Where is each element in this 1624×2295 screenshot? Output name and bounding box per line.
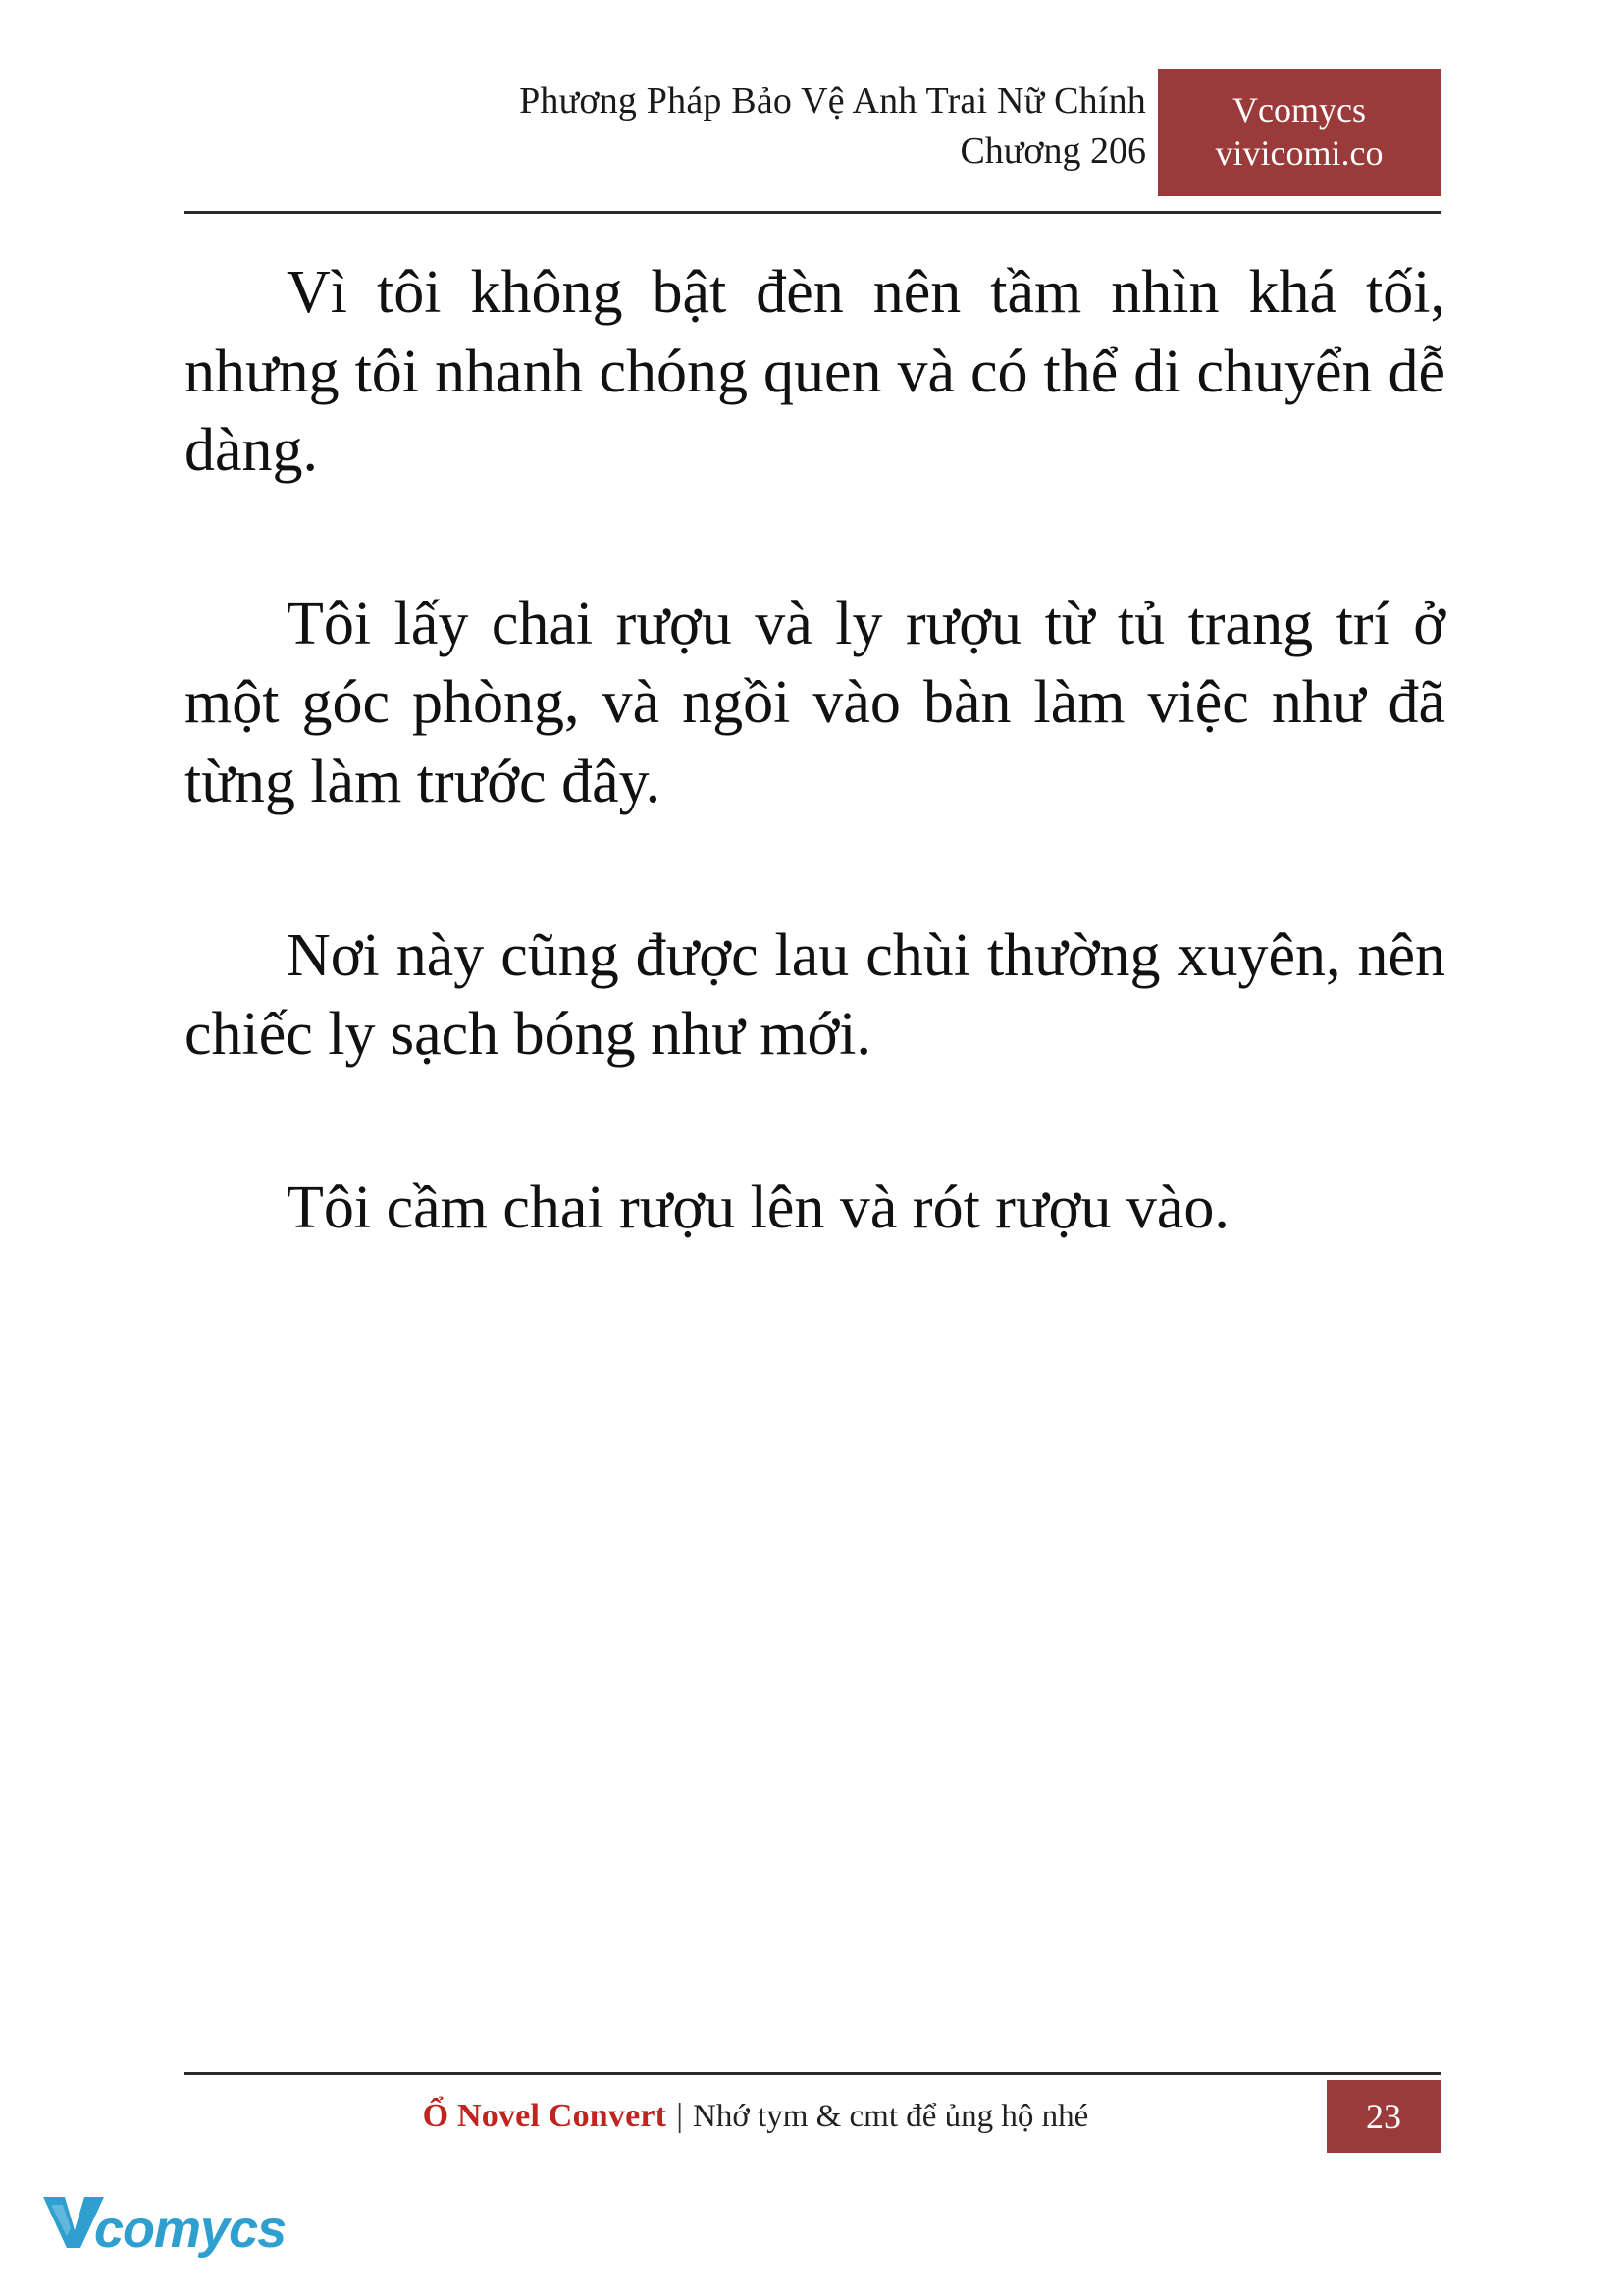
chapter-label: Chương 206 (960, 130, 1146, 172)
book-title: Phương Pháp Bảo Vệ Anh Trai Nữ Chính (519, 80, 1146, 122)
footer-separator: | (676, 2098, 683, 2134)
paragraph: Nơi này cũng được lau chùi thường xuyên, nên chiếc ly sạch bóng như mới. (184, 921, 1445, 1069)
page-content (184, 253, 1445, 1247)
brand-site: vivicomi.co (1215, 133, 1384, 173)
paragraph: Tôi lấy chai rượu và ly rượu từ tủ trang trí ở một góc phòng, và ngồi vào bàn làm việc như đã từng làm trước đây. (184, 590, 1445, 815)
header-text-block (263, 77, 1146, 177)
footer-credit (184, 2080, 1327, 2153)
footer-note: Nhớ tym & cmt để ủng hộ nhé (693, 2098, 1089, 2134)
paragraph: Tôi cầm chai rượu lên và rót rượu vào. (287, 1174, 1230, 1241)
page-number: 23 (1327, 2080, 1441, 2153)
header-divider (184, 211, 1441, 214)
watermark-text: comycs (94, 2200, 287, 2259)
footer-brand: Ổ Novel Convert (422, 2098, 667, 2134)
brand-name: Vcomycs (1232, 90, 1366, 130)
page-header (184, 77, 1441, 204)
watermark-logo (39, 2183, 294, 2271)
footer-divider (184, 2072, 1441, 2075)
page-footer (184, 2080, 1441, 2153)
paragraph: Vì tôi không bật đèn nên tầm nhìn khá tối, nhưng tôi nhanh chóng quen và có thể di chuyển dễ dàng. (184, 259, 1445, 485)
brand-badge (1158, 69, 1441, 196)
